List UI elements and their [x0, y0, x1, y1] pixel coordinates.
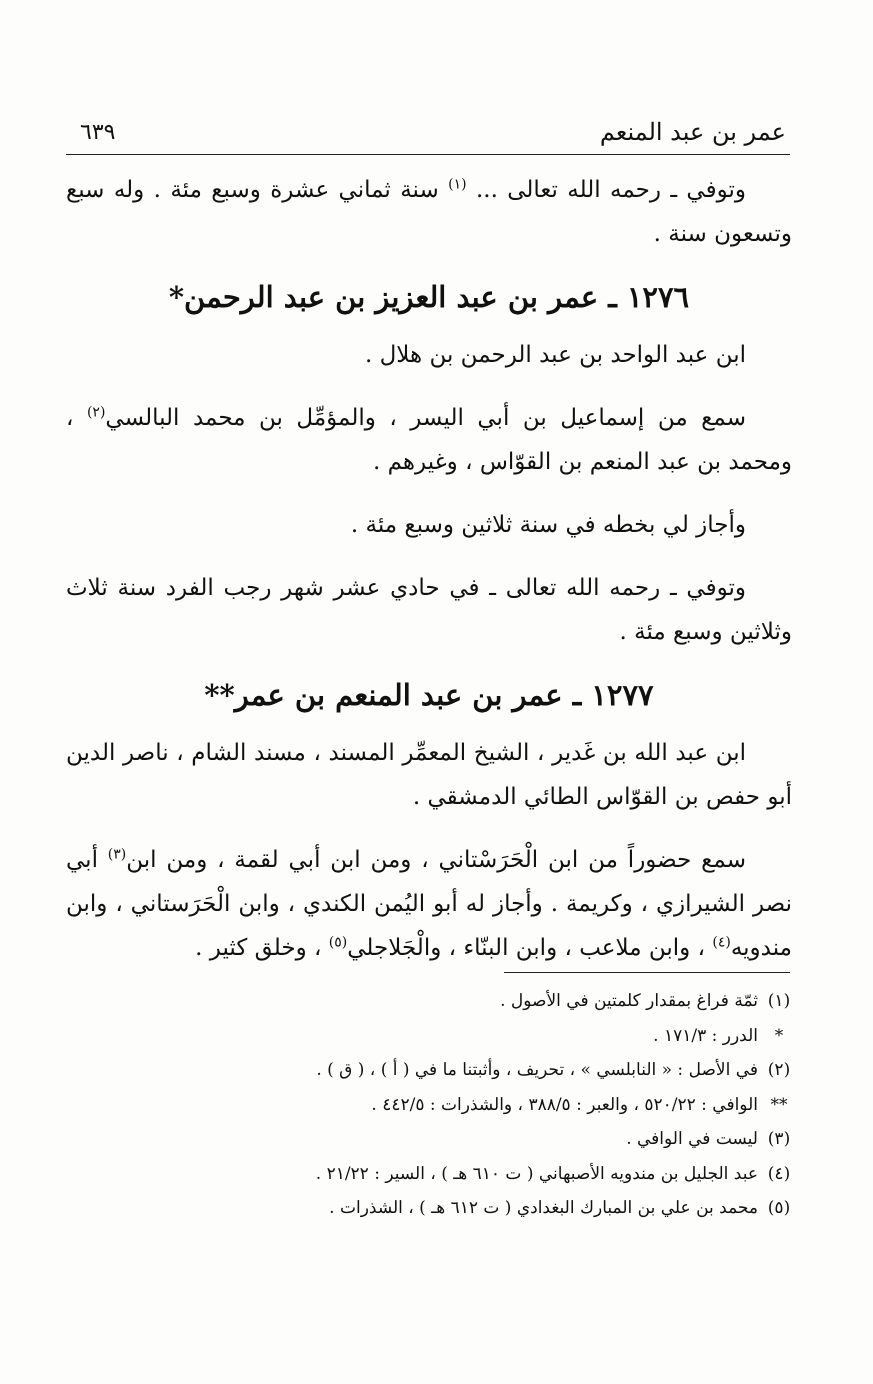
entry-1276-ijaza: وأجاز لي بخطه في سنة ثلاثين وسبع مئة .	[350, 512, 746, 538]
entry-1276-lineage: ابن عبد الواحد بن عبد الرحمن بن هلال .	[364, 342, 746, 368]
footnotes	[200, 984, 800, 1226]
footnote-ref-2[interactable]: (٢)	[86, 404, 106, 421]
footnote-text: محمد بن علي بن المبارك البغدادي ( ت ٦١٢ هـ ) ، الشذرات .	[329, 1198, 758, 1218]
footnote-separator	[504, 972, 790, 973]
text-run: ، ومحمد بن عبد المنعم بن القوّاس ، وغيرهم .	[66, 405, 792, 475]
footnote	[200, 1191, 800, 1226]
page-header	[66, 112, 790, 155]
page-number: ٦٣٩	[80, 120, 116, 145]
footnote-ref-1[interactable]: (١)	[448, 176, 467, 193]
text-run: ، وخلق كثير .	[195, 935, 329, 961]
footnote	[200, 1122, 800, 1157]
text-run: ، وابن ملاعب ، وابن البنّاء ، والْجَلاجلي	[347, 935, 713, 961]
entry-1277-lineage: ابن عبد الله بن غَدير ، الشيخ المعمِّر المسند ، مسند الشام ، ناصر الدين أبو حفص بن القوّاس الطائي الدمشقي .	[66, 740, 792, 810]
footnote	[200, 984, 800, 1019]
footnote-text: ثمّة فراغ بمقدار كلمتين في الأصول .	[500, 991, 758, 1011]
running-title: عمر بن عبد المنعم	[599, 118, 786, 146]
footnote-mark: (٥)	[767, 1198, 791, 1218]
footnote	[200, 1088, 800, 1123]
death-note-previous-entry	[66, 168, 792, 256]
text-run: سمع من إسماعيل بن أبي اليسر ، والمؤمِّل بن محمد البالسي	[105, 405, 746, 431]
footnote-text: ليست في الوافي .	[626, 1129, 758, 1149]
footnote-ref-5[interactable]: (٥)	[328, 934, 348, 951]
text-run: أبي نصر الشيرازي ، وكريمة . وأجاز له أبو اليُمن الكندي ، وابن الْحَرَستاني ، وابن مندويه	[66, 847, 792, 961]
footnote-text: في الأصل : « النابلسي » ، تحريف ، وأثبتنا ما في ( أ ) ، ( ق ) .	[316, 1060, 758, 1080]
footnote	[200, 1157, 800, 1192]
text-run: وتوفي ـ رحمه الله تعالى ...	[466, 177, 746, 203]
footnote-mark: (٢)	[767, 1060, 791, 1080]
footnote-mark: (٣)	[767, 1129, 791, 1149]
footnote-mark: (١)	[767, 991, 791, 1011]
footnote-ref-4[interactable]: (٤)	[712, 934, 731, 951]
footnote	[200, 1019, 800, 1054]
entry-1277-heard	[66, 838, 792, 970]
footnote-mark: *	[774, 1025, 784, 1046]
footnote-mark: (٤)	[767, 1163, 791, 1184]
entry-heading-1277: ١٢٧٧ ـ عمر بن عبد المنعم بن عمر**	[204, 678, 654, 712]
text-run: سنة ثماني عشرة وسبع مئة . وله سبع وتسعون سنة .	[66, 177, 792, 247]
footnote-mark: **	[770, 1094, 788, 1115]
footnote-text: عبد الجليل بن مندويه الأصبهاني ( ت ٦١٠ هـ ) ، السير : ٢١/٢٢ .	[315, 1163, 758, 1184]
entry-heading-1276: ١٢٧٦ ـ عمر بن عبد العزيز بن عبد الرحمن*	[168, 280, 690, 314]
main-text	[66, 168, 792, 989]
footnote	[200, 1053, 800, 1088]
footnote-ref-3[interactable]: (٣)	[107, 846, 127, 863]
entry-1276-heard	[66, 396, 792, 484]
entry-1276-death: وتوفي ـ رحمه الله تعالى ـ في حادي عشر شهر رجب الفرد سنة ثلاث وثلاثين وسبع مئة .	[66, 575, 792, 645]
footnote-text: الوافي : ٥٢٠/٢٢ ، والعبر : ٣٨٨/٥ ، والشذرات : ٤٤٢/٥ .	[371, 1094, 758, 1115]
text-run: سمع حضوراً من ابن الْحَرَسْتاني ، ومن ابن أبي لقمة ، ومن ابن	[126, 847, 746, 873]
footnote-text: الدرر : ١٧١/٣ .	[653, 1025, 758, 1046]
